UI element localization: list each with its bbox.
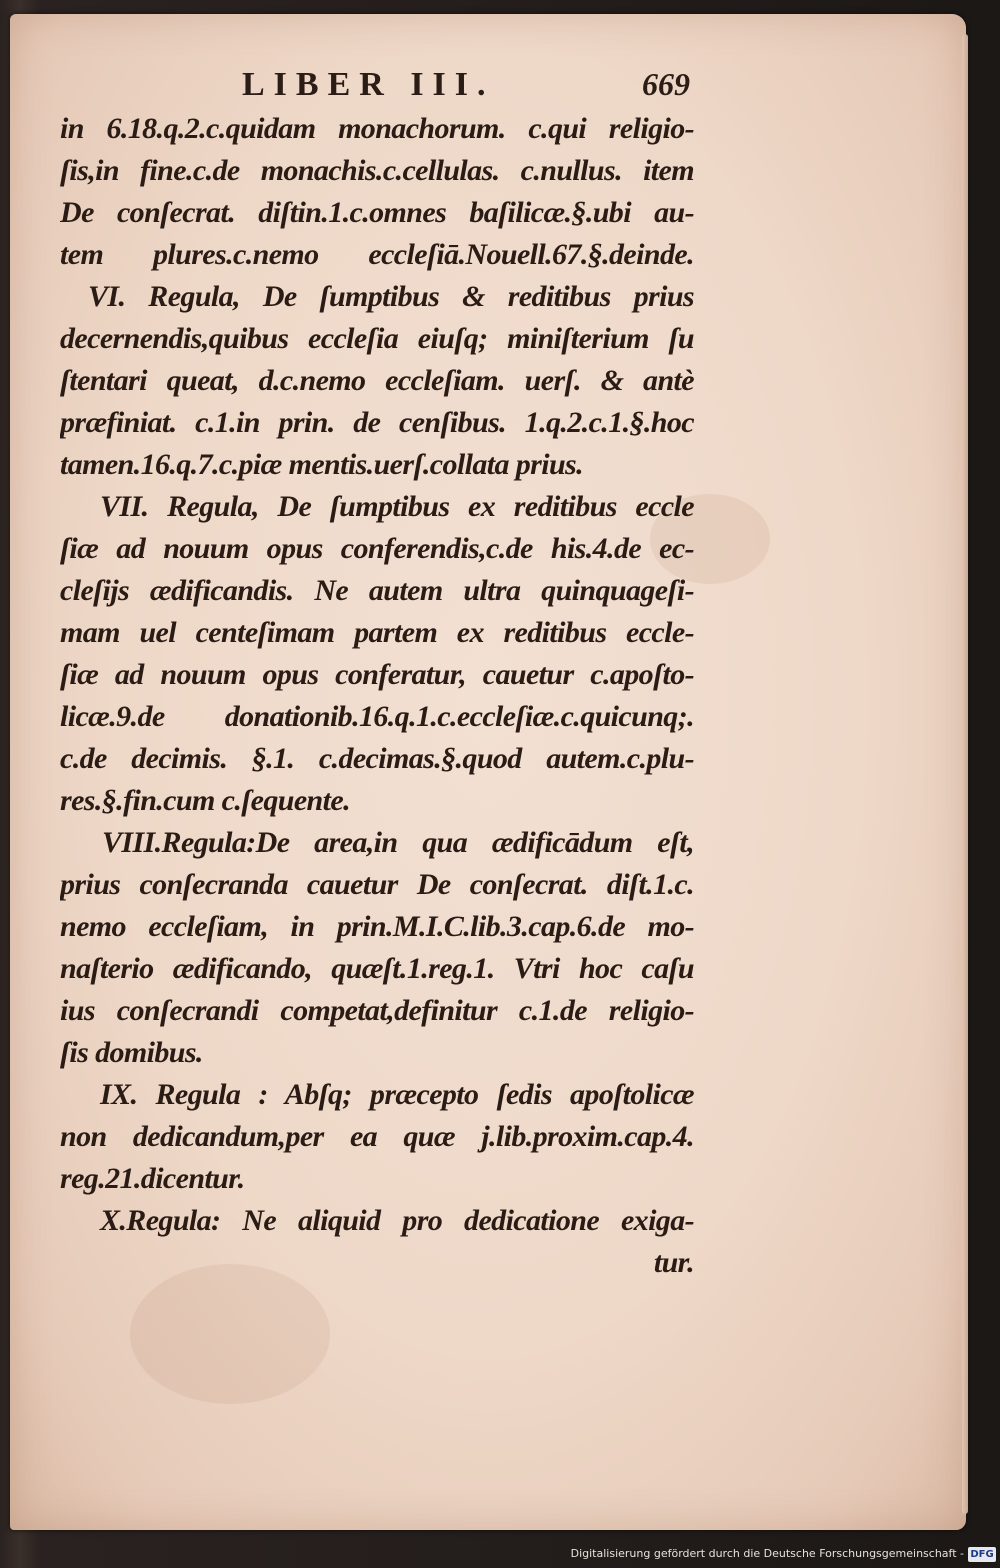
text-line: VII. Regula, De ſumptibus ex reditibus eccle: [100, 490, 694, 523]
funding-credit: Digitalisierung gefördert durch die Deutsche Forschungsgemeinschaft -: [570, 1547, 964, 1560]
text-line: De conſecrat. diſtin.1.c.omnes baſilicæ.§.ubi au-: [60, 196, 694, 229]
text-line: prius conſecranda cauetur De conſecrat. diſt.1.c.: [60, 868, 694, 901]
text-line: mam uel centeſimam partem ex reditibus eccle-: [60, 616, 694, 649]
text-line: res.§.fin.cum c.ſequente.: [60, 784, 350, 817]
text-line: ſiæ ad nouum opus conferendis,c.de his.4.de ec-: [60, 532, 694, 565]
text-line: naſterio ædificando, quæſt.1.reg.1. Vtri hoc caſu: [60, 952, 694, 985]
text-line: ſtentari queat, d.c.nemo eccleſiam. uerſ. & antè: [60, 364, 694, 397]
text-line: nemo eccleſiam, in prin.M.I.C.lib.3.cap.6.de mo-: [60, 910, 694, 943]
text-line: decernendis,quibus eccleſia eiuſq; miniſterium ſu: [60, 322, 694, 355]
text-line: præfiniat. c.1.in prin. de cenſibus. 1.q.2.c.1.§.hoc: [60, 406, 694, 439]
text-line: cleſijs ædificandis. Ne autem ultra quinquageſi-: [60, 574, 694, 607]
text-line: IX. Regula : Abſq; præcepto ſedis apoſtolicæ: [100, 1078, 694, 1111]
paper-stain: [130, 1264, 330, 1404]
page-edge: [962, 34, 968, 1514]
text-line: ſis domibus.: [60, 1036, 203, 1069]
running-head-title: LIBER III.: [242, 66, 495, 103]
body-text: [60, 108, 694, 1284]
text-line: reg.21.dicentur.: [60, 1162, 245, 1195]
text-line: ſis,in fine.c.de monachis.c.cellulas. c.nullus. item: [60, 154, 694, 187]
text-line: tem plures.c.nemo eccleſiā.Nouell.67.§.deinde.: [60, 238, 694, 271]
text-line: ius conſecrandi competat,definitur c.1.de religio-: [60, 994, 694, 1027]
page-number: 669: [642, 66, 690, 102]
digitization-footer: [0, 1536, 1000, 1568]
dfg-logo: DFG: [968, 1547, 996, 1562]
text-line: ſiæ ad nouum opus conferatur, cauetur c.apoſto-: [60, 658, 694, 691]
text-line: tur.: [653, 1246, 694, 1279]
text-line: VI. Regula, De ſumptibus & reditibus prius: [88, 280, 694, 313]
text-line: licæ.9.de donationib.16.q.1.c.eccleſiæ.c.quicunq;.: [60, 700, 694, 733]
running-head: [60, 60, 690, 110]
text-line: VIII.Regula:De area,in qua ædificādum eſt,: [102, 826, 694, 859]
text-line: non dedicandum,per ea quæ j.lib.proxim.cap.4.: [60, 1120, 694, 1153]
text-line: in 6.18.q.2.c.quidam monachorum. c.qui religio-: [60, 112, 694, 145]
text-line: X.Regula: Ne aliquid pro dedicatione exiga-: [100, 1204, 694, 1237]
text-line: tamen.16.q.7.c.piæ mentis.uerſ.collata prius.: [60, 448, 584, 481]
text-line: c.de decimis. §.1. c.decimas.§.quod autem.c.plu-: [60, 742, 694, 775]
